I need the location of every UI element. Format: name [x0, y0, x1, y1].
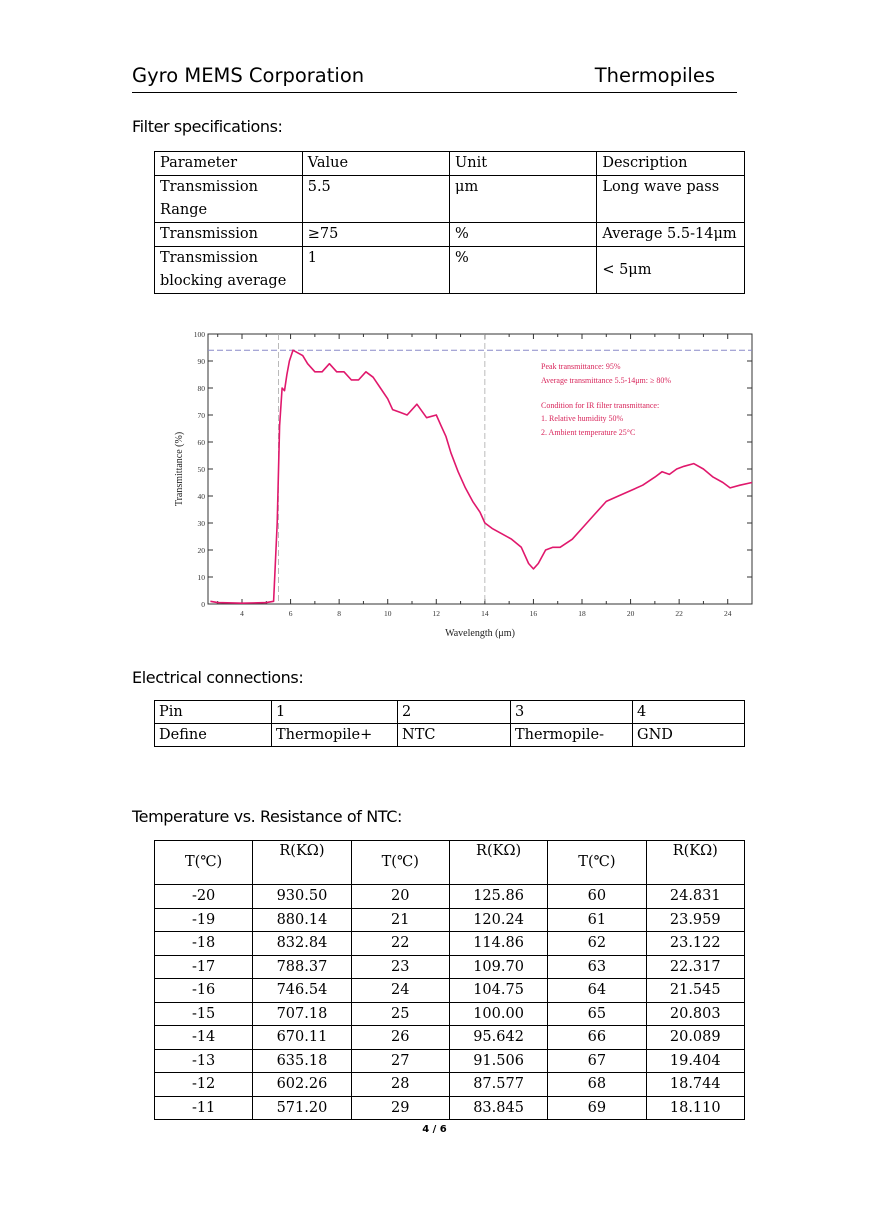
y-tick-label: 50 [197, 465, 205, 474]
x-tick-label: 14 [481, 609, 489, 618]
table-header-row [155, 841, 745, 885]
y-tick-label: 10 [197, 573, 205, 582]
table-header-cell: Parameter [155, 152, 303, 176]
table-header-row [155, 152, 745, 176]
filter-spec-table [154, 151, 745, 294]
table-cell: 21.545 [646, 979, 744, 1003]
table-row [155, 932, 745, 956]
table-cell: 5.5 [302, 176, 449, 223]
transmittance-chart [155, 325, 755, 645]
table-cell: 1 [302, 247, 449, 294]
table-cell: 63 [548, 955, 646, 979]
plot-frame [208, 334, 752, 604]
table-cell: Average 5.5-14μm [597, 223, 745, 247]
y-tick-label: 70 [197, 411, 205, 420]
table-cell: 22.317 [646, 955, 744, 979]
table-cell: < 5μm [597, 247, 745, 294]
x-tick-label: 22 [675, 609, 683, 618]
table-cell: 18.744 [646, 1073, 744, 1097]
table-header-cell: T(℃) [548, 841, 646, 885]
table-cell: 635.18 [253, 1049, 351, 1073]
table-row [155, 247, 745, 294]
table-cell: 23.959 [646, 908, 744, 932]
table-row [155, 1096, 745, 1120]
table-cell: 707.18 [253, 1002, 351, 1026]
table-cell: 83.845 [449, 1096, 547, 1120]
table-cell: 104.75 [449, 979, 547, 1003]
ntc-heading: Temperature vs. Resistance of NTC: [132, 807, 402, 826]
table-row [155, 1002, 745, 1026]
table-cell: % [450, 247, 597, 294]
table-header-cell: R(KΩ) [449, 841, 547, 885]
table-cell: NTC [398, 724, 511, 747]
y-tick-label: 80 [197, 384, 205, 393]
table-cell: 3 [511, 701, 633, 724]
table-row [155, 1073, 745, 1097]
table-cell: Transmission blocking average [155, 247, 303, 294]
table-cell: 670.11 [253, 1026, 351, 1050]
table-cell: Define [155, 724, 272, 747]
x-tick-label: 12 [432, 609, 441, 618]
filter-heading: Filter specifications: [132, 117, 283, 136]
table-cell: 91.506 [449, 1049, 547, 1073]
table-cell: 2 [398, 701, 511, 724]
table-row [155, 176, 745, 223]
table-cell: 22 [351, 932, 449, 956]
chart-annotation: Average transmittance 5.5-14μm: ≥ 80% [541, 376, 672, 385]
table-row [155, 701, 745, 724]
pin-table [154, 700, 745, 747]
table-header-cell: T(℃) [351, 841, 449, 885]
y-tick-label: 30 [197, 519, 205, 528]
table-cell: 24.831 [646, 885, 744, 909]
table-cell: -20 [155, 885, 253, 909]
page-number: 4 / 6 [422, 1124, 447, 1135]
table-cell: 25 [351, 1002, 449, 1026]
table-cell: 100.00 [449, 1002, 547, 1026]
table-row [155, 724, 745, 747]
table-cell: 87.577 [449, 1073, 547, 1097]
y-tick-label: 0 [201, 600, 205, 609]
y-tick-label: 60 [197, 438, 205, 447]
ntc-table [154, 840, 745, 1120]
table-cell: 23.122 [646, 932, 744, 956]
table-cell: 61 [548, 908, 646, 932]
table-cell: -17 [155, 955, 253, 979]
table-cell: Thermopile- [511, 724, 633, 747]
x-tick-label: 6 [288, 609, 293, 618]
table-cell: 109.70 [449, 955, 547, 979]
table-cell: -12 [155, 1073, 253, 1097]
table-cell: -15 [155, 1002, 253, 1026]
table-cell: 20.803 [646, 1002, 744, 1026]
x-tick-label: 16 [529, 609, 538, 618]
table-cell: 69 [548, 1096, 646, 1120]
table-header-cell: Unit [450, 152, 597, 176]
table-cell: ≥75 [302, 223, 449, 247]
table-cell: 29 [351, 1096, 449, 1120]
electrical-heading: Electrical connections: [132, 668, 304, 687]
chart-annotation: 2. Ambient temperature 25°C [541, 428, 636, 437]
y-axis-title: Transmittance (%) [174, 431, 185, 507]
table-cell: 930.50 [253, 885, 351, 909]
chart-annotation: Condition for IR filter transmittance: [541, 401, 660, 410]
table-row [155, 979, 745, 1003]
table-header-cell: R(KΩ) [646, 841, 744, 885]
table-cell: GND [633, 724, 745, 747]
table-cell: Pin [155, 701, 272, 724]
table-cell: 114.86 [449, 932, 547, 956]
table-cell: -16 [155, 979, 253, 1003]
table-cell: 602.26 [253, 1073, 351, 1097]
table-cell: 571.20 [253, 1096, 351, 1120]
table-cell: μm [450, 176, 597, 223]
x-tick-label: 10 [383, 609, 392, 618]
table-cell: 24 [351, 979, 449, 1003]
x-tick-label: 18 [578, 609, 586, 618]
table-cell: 880.14 [253, 908, 351, 932]
table-cell: % [450, 223, 597, 247]
y-tick-label: 100 [193, 330, 205, 339]
x-tick-label: 24 [723, 609, 732, 618]
table-cell: 23 [351, 955, 449, 979]
table-cell: 788.37 [253, 955, 351, 979]
table-cell: 65 [548, 1002, 646, 1026]
table-cell: 27 [351, 1049, 449, 1073]
table-cell: 746.54 [253, 979, 351, 1003]
table-cell: 62 [548, 932, 646, 956]
table-cell: 21 [351, 908, 449, 932]
product-name: Thermopiles [594, 64, 715, 87]
chart-annotation: Peak transmittance: 95% [541, 362, 621, 371]
table-cell: 19.404 [646, 1049, 744, 1073]
table-cell: Transmission [155, 223, 303, 247]
table-cell: 28 [351, 1073, 449, 1097]
table-header-cell: R(KΩ) [253, 841, 351, 885]
table-cell: 4 [633, 701, 745, 724]
table-cell: 20.089 [646, 1026, 744, 1050]
table-cell: -11 [155, 1096, 253, 1120]
table-row [155, 885, 745, 909]
table-cell: 125.86 [449, 885, 547, 909]
page-header [132, 62, 737, 93]
table-cell: 1 [272, 701, 398, 724]
transmittance-series-line [210, 350, 752, 603]
table-row [155, 908, 745, 932]
x-axis-title: Wavelength (μm) [445, 628, 515, 639]
company-name: Gyro MEMS Corporation [132, 64, 365, 87]
plot-area [174, 330, 752, 639]
table-cell: 95.642 [449, 1026, 547, 1050]
table-cell: Thermopile+ [272, 724, 398, 747]
table-cell: 60 [548, 885, 646, 909]
table-cell: 26 [351, 1026, 449, 1050]
table-cell: 18.110 [646, 1096, 744, 1120]
table-cell: 67 [548, 1049, 646, 1073]
table-header-cell: Value [302, 152, 449, 176]
table-cell: -18 [155, 932, 253, 956]
y-tick-label: 40 [197, 492, 205, 501]
table-cell: -19 [155, 908, 253, 932]
x-tick-label: 8 [337, 609, 342, 618]
y-tick-label: 90 [197, 357, 205, 366]
y-tick-label: 20 [197, 546, 205, 555]
table-header-cell: Description [597, 152, 745, 176]
table-cell: 20 [351, 885, 449, 909]
table-header-cell: T(℃) [155, 841, 253, 885]
table-cell: -14 [155, 1026, 253, 1050]
table-cell: 64 [548, 979, 646, 1003]
table-cell: 832.84 [253, 932, 351, 956]
table-cell: -13 [155, 1049, 253, 1073]
table-cell: 66 [548, 1026, 646, 1050]
table-row [155, 955, 745, 979]
table-row [155, 223, 745, 247]
table-cell: 68 [548, 1073, 646, 1097]
chart-annotation: 1. Relative humidity 50% [541, 414, 624, 423]
table-row [155, 1026, 745, 1050]
table-cell: 120.24 [449, 908, 547, 932]
ntc-table-body [155, 885, 745, 1120]
table-row [155, 1049, 745, 1073]
table-cell: Long wave pass [597, 176, 745, 223]
x-tick-label: 20 [626, 609, 635, 618]
table-cell: Transmission Range [155, 176, 303, 223]
x-tick-label: 4 [240, 609, 244, 618]
